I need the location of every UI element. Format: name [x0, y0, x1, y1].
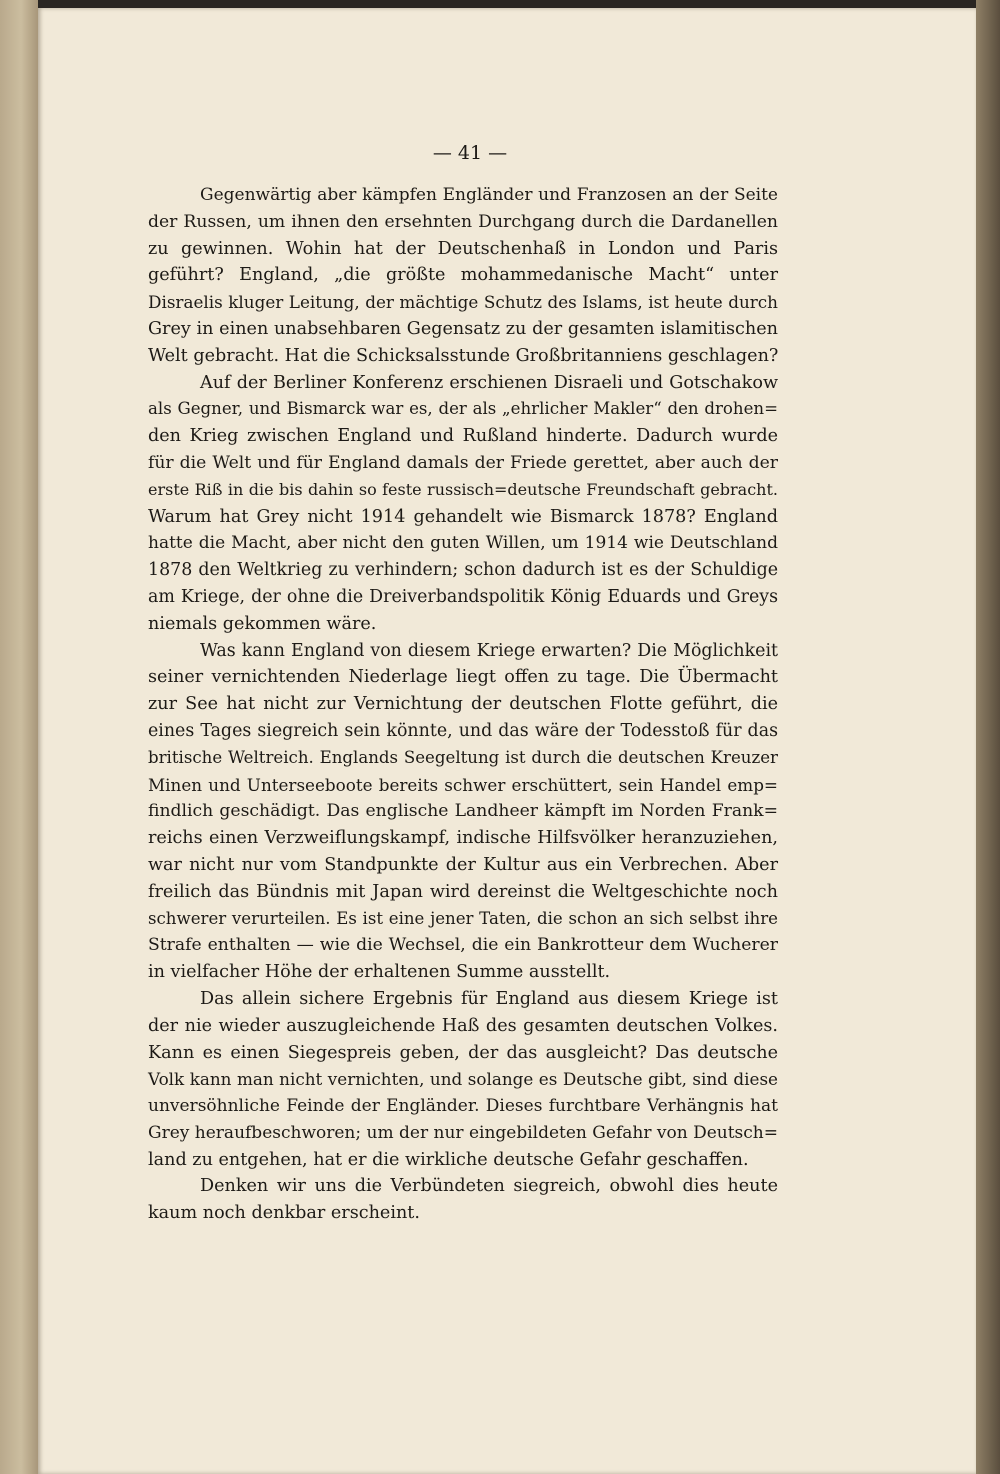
- page-stack-edge: [976, 0, 1000, 1474]
- text-line: für die Welt und für England damals der Friede gerettet, aber auch der: [148, 452, 778, 473]
- text-line: Minen und Unterseeboote bereits schwer erschüttert, sein Handel emp=: [148, 774, 778, 795]
- text-line: Auf der Berliner Konferenz erschienen Disraeli und Gotschakow: [200, 372, 778, 393]
- text-line: Grey heraufbeschworen; um der nur eingebildeten Gefahr von Deutsch=: [148, 1122, 778, 1143]
- text-line: eines Tages siegreich sein könnte, und das wäre der Todesstoß für das: [148, 720, 778, 741]
- text-line: Strafe enthalten — wie die Wechsel, die ein Bankrotteur dem Wucherer: [148, 935, 778, 956]
- text-line: den Krieg zwischen England und Rußland hinderte. Dadurch wurde: [148, 426, 778, 447]
- text-line: seiner vernichtenden Niederlage liegt offen zu tage. Die Übermacht: [148, 667, 778, 688]
- text-line: zu gewinnen. Wohin hat der Deutschenhaß in London und Paris: [148, 238, 778, 259]
- text-line: kaum noch denkbar erscheint.: [148, 1203, 420, 1224]
- text-line: Was kann England von diesem Kriege erwarten? Die Möglichkeit: [200, 640, 778, 661]
- text-line: unversöhnliche Feinde der Engländer. Dieses furchtbare Verhängnis hat: [148, 1096, 778, 1117]
- text-line: niemals gekommen wäre.: [148, 613, 377, 634]
- text-line: Kann es einen Siegespreis geben, der das ausgleicht? Das deutsche: [148, 1042, 778, 1063]
- text-line: Grey in einen unabsehbaren Gegensatz zu der gesamten islamitischen: [148, 318, 778, 339]
- text-line: der Russen, um ihnen den ersehnten Durchgang durch die Dardanellen: [148, 211, 778, 232]
- previous-page-edge: [0, 0, 38, 1474]
- text-line: Das allein sichere Ergebnis für England aus diesem Kriege ist: [200, 988, 778, 1009]
- text-line: am Kriege, der ohne die Dreiverbandspolitik König Eduards und Greys: [148, 586, 778, 607]
- text-line: in vielfacher Höhe der erhaltenen Summe ausstellt.: [148, 962, 611, 983]
- text-line: britische Weltreich. Englands Seegeltung ist durch die deutschen Kreuzer: [148, 747, 778, 767]
- text-line: Denken wir uns die Verbündeten siegreich, obwohl dies heute: [200, 1176, 778, 1197]
- text-line: Warum hat Grey nicht 1914 gehandelt wie Bismarck 1878? England: [148, 506, 778, 527]
- text-line: land zu entgehen, hat er die wirkliche deutsche Gefahr geschaffen.: [148, 1149, 749, 1170]
- text-line: Disraelis kluger Leitung, der mächtige Schutz des Islams, ist heute durch: [148, 292, 778, 313]
- text-line: als Gegner, und Bismarck war es, der als „ehrlicher Makler“ den drohen=: [148, 399, 778, 419]
- text-line: zur See hat nicht zur Vernichtung der deutschen Flotte geführt, die: [148, 694, 778, 715]
- text-line: erste Riß in die bis dahin so feste russisch=deutsche Freundschaft gebracht.: [148, 479, 778, 499]
- text-line: war nicht nur vom Standpunkte der Kultur aus ein Verbrechen. Aber: [148, 854, 778, 875]
- page-number: — 41 —: [432, 142, 508, 164]
- text-line: reichs einen Verzweiflungskampf, indische Hilfsvölker heranzuziehen,: [148, 828, 778, 849]
- text-line: 1878 den Weltkrieg zu verhindern; schon dadurch ist es der Schuldige: [148, 560, 778, 581]
- text-line: schwerer verurteilen. Es ist eine jener Taten, die schon an sich selbst ihre: [148, 908, 778, 928]
- text-line: findlich geschädigt. Das englische Landheer kämpft im Norden Frank=: [148, 801, 778, 822]
- text-line: der nie wieder auszugleichende Haß des gesamten deutschen Volkes.: [148, 1015, 778, 1036]
- text-line: hatte die Macht, aber nicht den guten Willen, um 1914 wie Deutschland: [148, 533, 778, 554]
- text-line: freilich das Bündnis mit Japan wird dereinst die Weltgeschichte noch: [148, 881, 778, 902]
- text-line: geführt? England, „die größte mohammedanische Macht“ unter: [148, 265, 778, 286]
- text-line: Welt gebracht. Hat die Schicksalsstunde Großbritanniens geschlagen?: [148, 345, 779, 366]
- body-text: [148, 182, 778, 1227]
- text-line: Gegenwärtig aber kämpfen Engländer und Franzosen an der Seite: [200, 185, 778, 205]
- text-line: Volk kann man nicht vernichten, und solange es Deutsche gibt, sind diese: [148, 1069, 778, 1090]
